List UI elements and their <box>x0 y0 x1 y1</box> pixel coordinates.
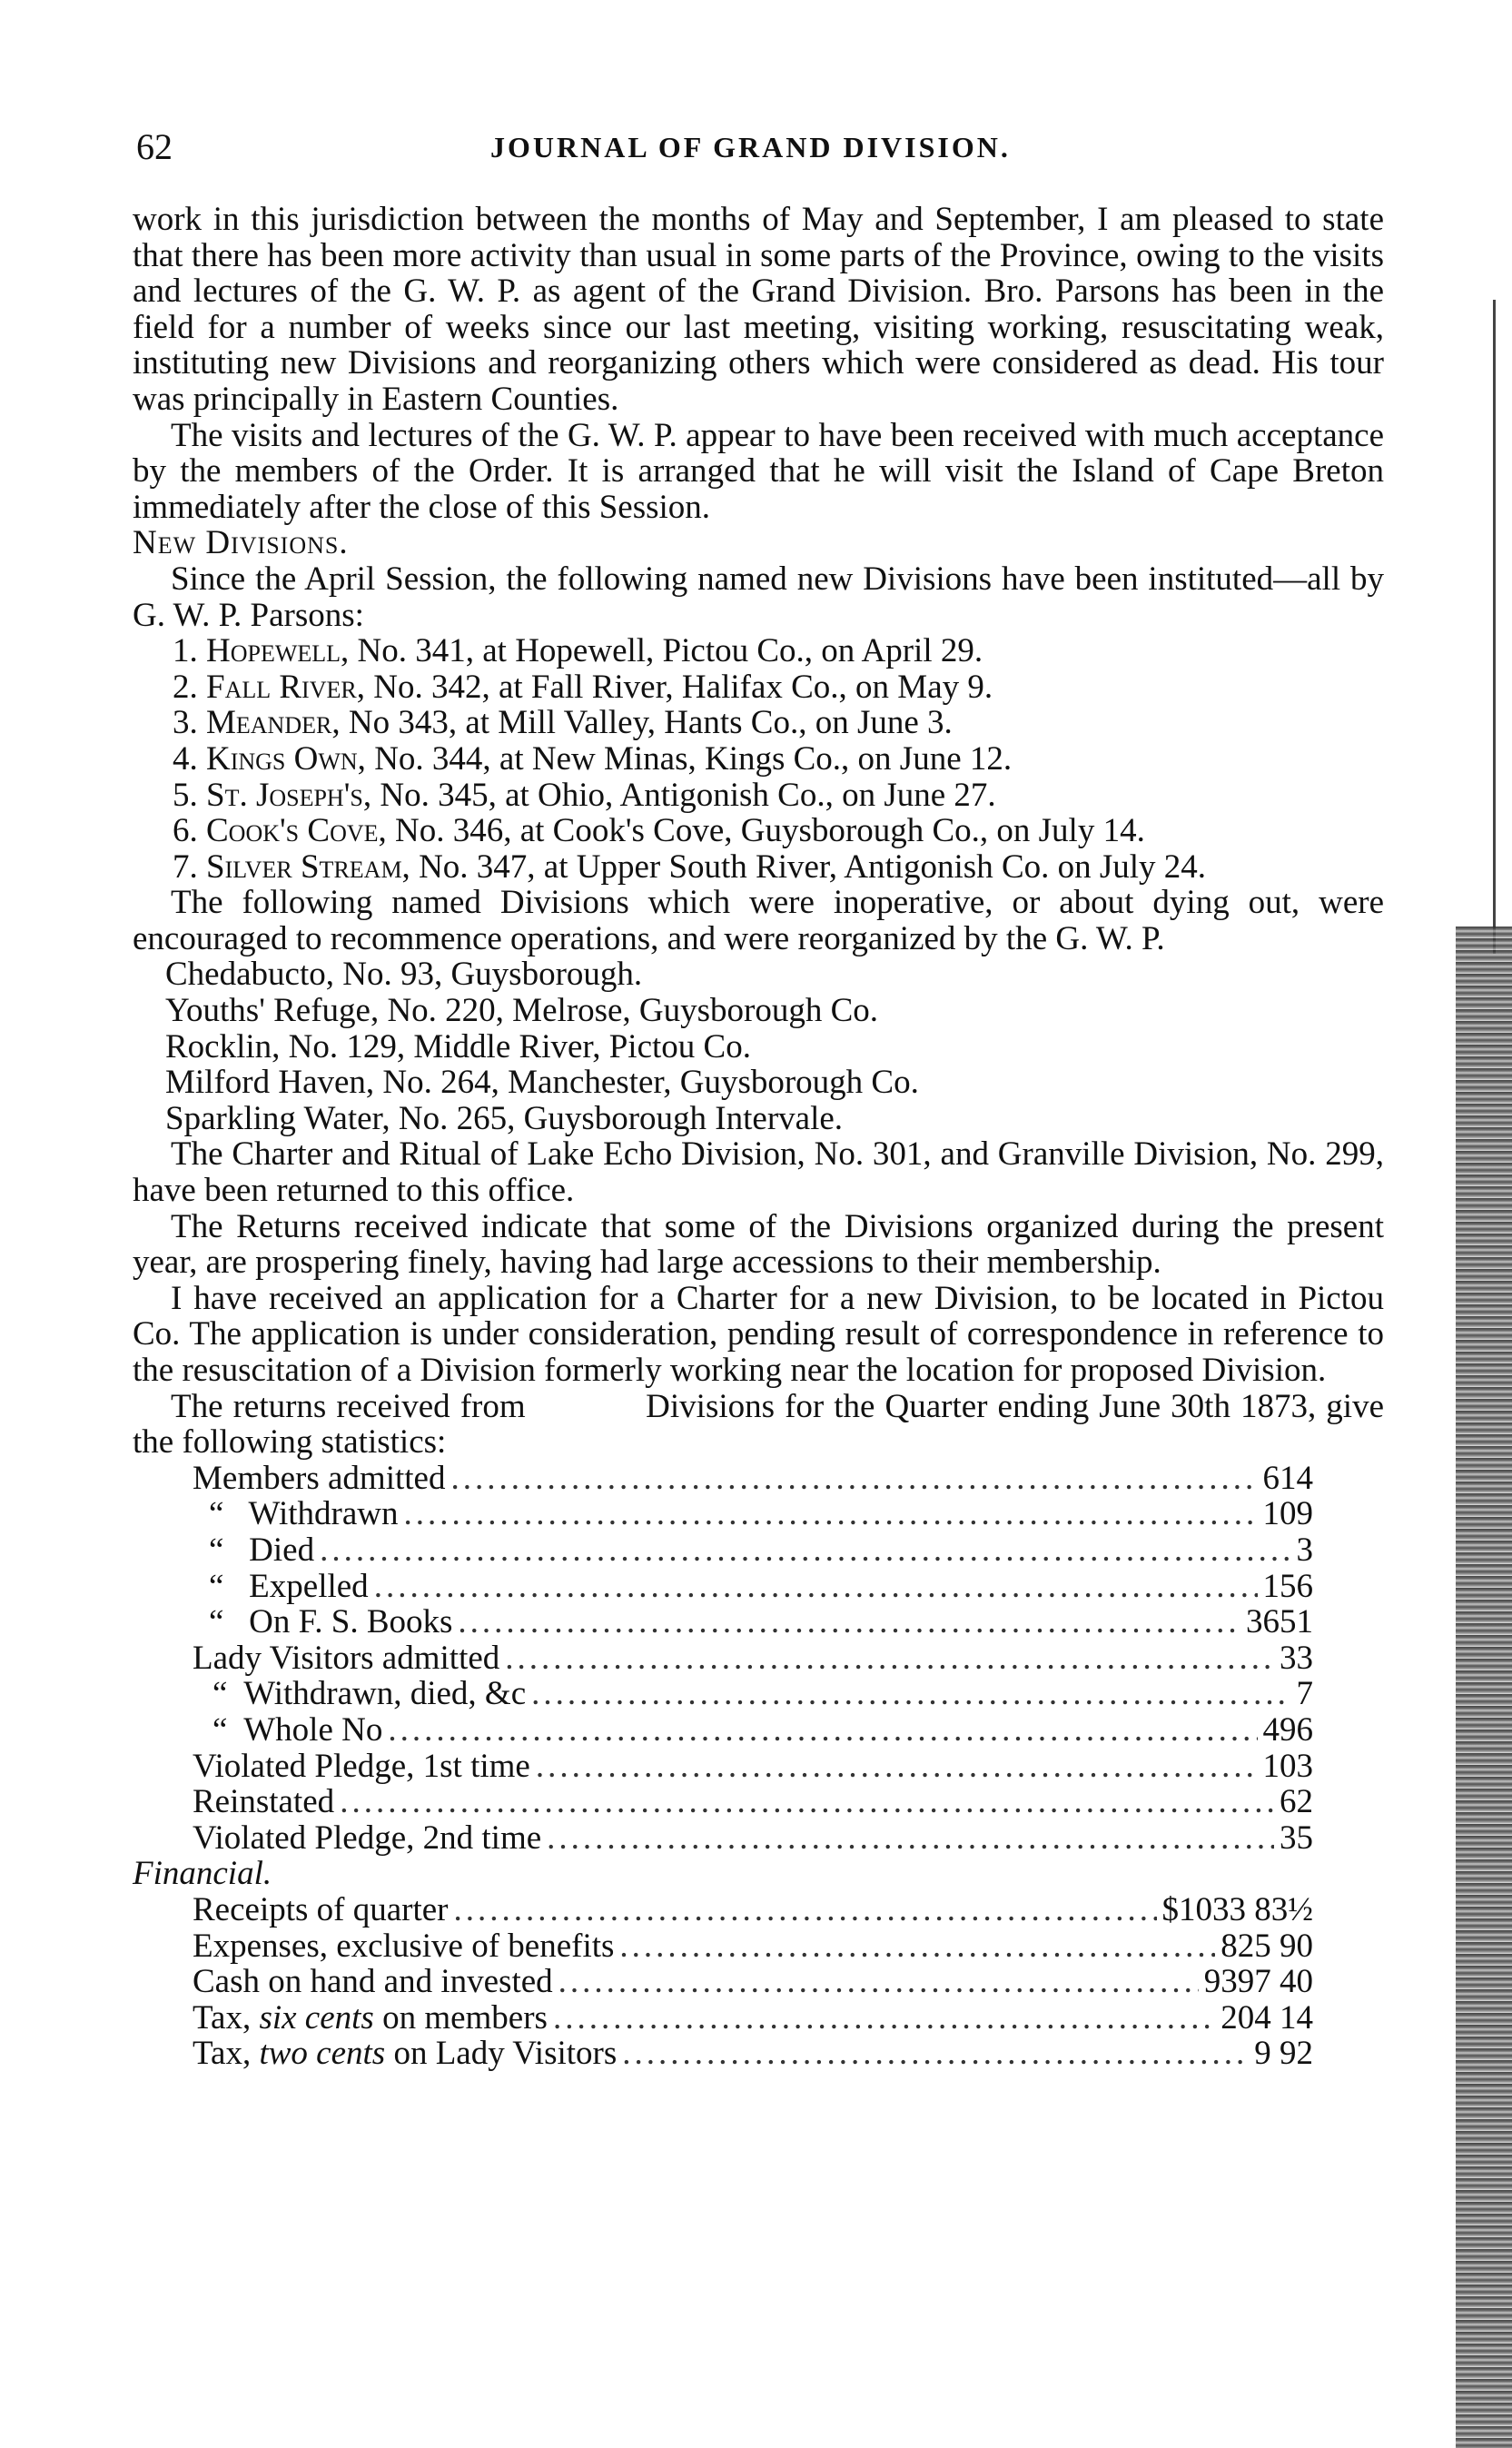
table-row: “ Withdrawn, died, &c ..... 7 <box>193 1676 1313 1712</box>
list-item: 3. Meander, No 343, at Mill Valley, Hants Co., on June 3. <box>173 704 953 742</box>
intro-paragraph-2: The visits and lectures of the G. W. P. appear to have been received with much acceptance by the members of the Order. It is arranged that he will visit the Island of Cape Breton immediately after the close of this Session. <box>133 416 1384 526</box>
table-row: Expenses, exclusive of benefits ..... 825 90 <box>193 1928 1313 1965</box>
list-item: Milford Haven, No. 264, Manchester, Guysborough Co. <box>165 1064 919 1102</box>
table-row: “ Withdrawn ..... 109 <box>193 1496 1313 1532</box>
table-row: “ Expelled ..... 156 <box>193 1569 1313 1605</box>
table-row: Lady Visitors admitted ..... 33 <box>193 1640 1313 1677</box>
new-divisions-list <box>133 633 1384 885</box>
running-title: JOURNAL OF GRAND DIVISION. <box>490 131 1011 164</box>
list-item: Youths' Refuge, No. 220, Melrose, Guysborough Co. <box>165 992 879 1030</box>
reorganized-list <box>133 956 1384 1136</box>
table-row: Violated Pledge, 1st time ..... 103 <box>193 1749 1313 1785</box>
table-row: “ Died ..... 3 <box>193 1532 1313 1569</box>
table-row: Tax, two cents on Lady Visitors ..... 9 92 <box>193 2036 1313 2072</box>
reorganized-intro: The following named Divisions which were inoperative, or about dying out, were encouraged to recommence operations, and were reorganized by the G. W. P. <box>133 884 1384 957</box>
page-body <box>133 201 1393 2073</box>
list-item: 5. St. Joseph's, No. 345, at Ohio, Antigonish Co., on June 27. <box>173 776 996 814</box>
list-item: 4. Kings Own, No. 344, at New Minas, Kings Co., on June 12. <box>173 739 1013 778</box>
list-item: Sparkling Water, No. 265, Guysborough Intervale. <box>165 1099 844 1137</box>
list-item: Chedabucto, No. 93, Guysborough. <box>165 956 643 994</box>
returns-paragraph: The Returns received indicate that some of the Divisions organized during the present year, are prospering finely, having had large accessions to their membership. <box>133 1207 1384 1282</box>
table-row: Reinstated ..... 62 <box>193 1784 1313 1820</box>
table-row: Tax, six cents on members ..... 204 14 <box>193 2000 1313 2037</box>
table-row: “ Whole No ..... 496 <box>193 1712 1313 1749</box>
new-divisions-heading: New Divisions. <box>133 524 349 562</box>
list-item: 6. Cook's Cove, No. 346, at Cook's Cove, Guysborough Co., on July 14. <box>173 812 1145 850</box>
intro-paragraph-1: work in this jurisdiction between the months of May and September, I am pleased to state that there has been more activity than usual in some parts of the Province, owing to the visits and lectures of the G. W. P. as agent of the Grand Division. Bro. Parsons has been in the field for a number of weeks since our last meeting, visiting working, resuscitating weak, instituting new Divisions and reorganizing others which were considered as dead. His tour was principally in Eastern Counties. <box>133 201 1384 418</box>
page-number: 62 <box>136 126 173 167</box>
statistics-table <box>193 1461 1313 1857</box>
table-row: Violated Pledge, 2nd time ..... 35 <box>193 1820 1313 1857</box>
list-item: 2. Fall River, No. 342, at Fall River, Halifax Co., on May 9. <box>173 668 993 706</box>
table-row: Cash on hand and invested ..... 9397 40 <box>193 1964 1313 2000</box>
list-item: 1. Hopewell, No. 341, at Hopewell, Pictou Co., on April 29. <box>173 632 983 670</box>
book-binding-edge <box>1456 927 1512 2448</box>
new-divisions-intro: Since the April Session, the following named new Divisions have been instituted—all by G. W. P. Parsons: <box>133 560 1384 634</box>
application-paragraph: I have received an application for a Charter for a new Division, to be located in Pictou Co. The application is under consideration, pending result of correspondence in reference to the resuscitation of a Division formerly working near the location for proposed Division. <box>133 1279 1384 1389</box>
financial-table <box>193 1892 1313 2072</box>
list-item: Rocklin, No. 129, Middle River, Pictou Co. <box>165 1027 751 1065</box>
financial-heading: Financial. <box>133 1855 272 1893</box>
list-item: 7. Silver Stream, No. 347, at Upper South River, Antigonish Co. on July 24. <box>173 847 1207 886</box>
page-header <box>136 125 1380 180</box>
statistics-intro: The returns received from Divisions for the Quarter ending June 30th 1873, give the following statistics: <box>133 1387 1393 1462</box>
charter-paragraph: The Charter and Ritual of Lake Echo Division, No. 301, and Granville Division, No. 299, have been returned to this office. <box>133 1135 1384 1210</box>
table-row: Members admitted ..... 614 <box>193 1461 1313 1497</box>
page-edge-shadow <box>1493 300 1496 954</box>
table-row: Receipts of quarter ..... $1033 83½ <box>193 1892 1313 1928</box>
table-row: “ On F. S. Books ..... 3651 <box>193 1604 1313 1640</box>
